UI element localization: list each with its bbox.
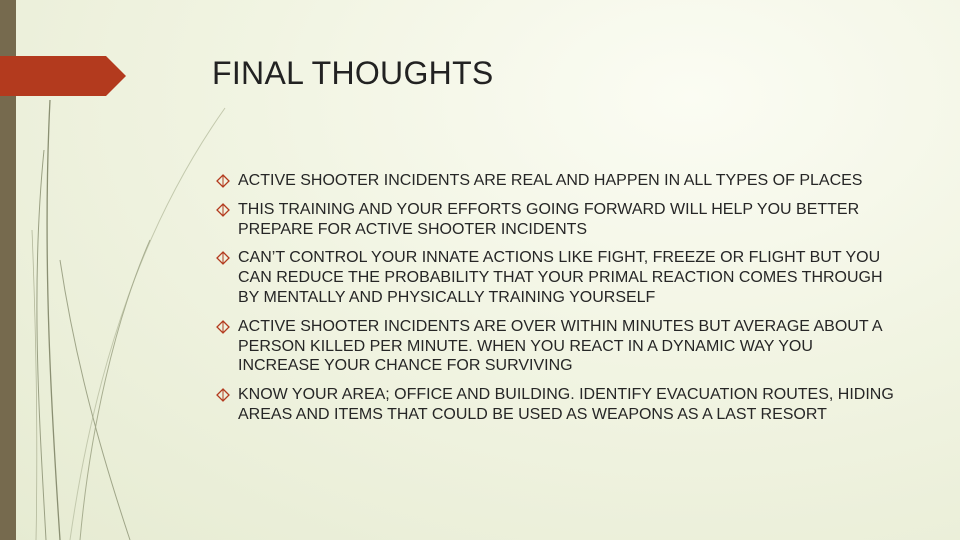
bullet-item [216, 171, 896, 191]
diamond-bullet-icon [216, 203, 230, 217]
bullet-item [216, 248, 896, 307]
bullet-text: ACTIVE SHOOTER INCIDENTS ARE OVER WITHIN MINUTES BUT AVERAGE ABOUT A PERSON KILLED PER MINUTE. WHEN YOU REACT IN A DYNAMIC WAY YOU INCREASE YOUR CHANCE FOR SURVIVING [238, 317, 882, 375]
bullet-item [216, 317, 896, 376]
bullet-text: THIS TRAINING AND YOUR EFFORTS GOING FORWARD WILL HELP YOU BETTER PREPARE FOR ACTIVE SHOOTER INCIDENTS [238, 200, 860, 238]
diamond-bullet-icon [216, 174, 230, 188]
bullet-text: CAN’T CONTROL YOUR INNATE ACTIONS LIKE FIGHT, FREEZE OR FLIGHT BUT YOU CAN REDUCE THE PROBABILITY THAT YOUR PRIMAL REACTION COMES THROUGH BY MENTALLY AND PHYSICALLY TRAINING YOURSELF [238, 249, 883, 306]
bullet-text: ACTIVE SHOOTER INCIDENTS ARE REAL AND HAPPEN IN ALL TYPES OF PLACES [238, 172, 863, 189]
diamond-bullet-icon [216, 320, 230, 334]
bullet-text: KNOW YOUR AREA; OFFICE AND BUILDING. IDENTIFY EVACUATION ROUTES, HIDING AREAS AND ITEMS THAT COULD BE USED AS WEAPONS AS A LAST RESORT [238, 386, 894, 423]
slide-title: FINAL THOUGHTS [212, 55, 494, 91]
diamond-bullet-icon [216, 251, 230, 265]
bullet-list [216, 171, 896, 434]
title-accent-tab [0, 56, 126, 96]
bullet-item [216, 200, 896, 240]
bullet-item [216, 385, 896, 425]
diamond-bullet-icon [216, 388, 230, 402]
